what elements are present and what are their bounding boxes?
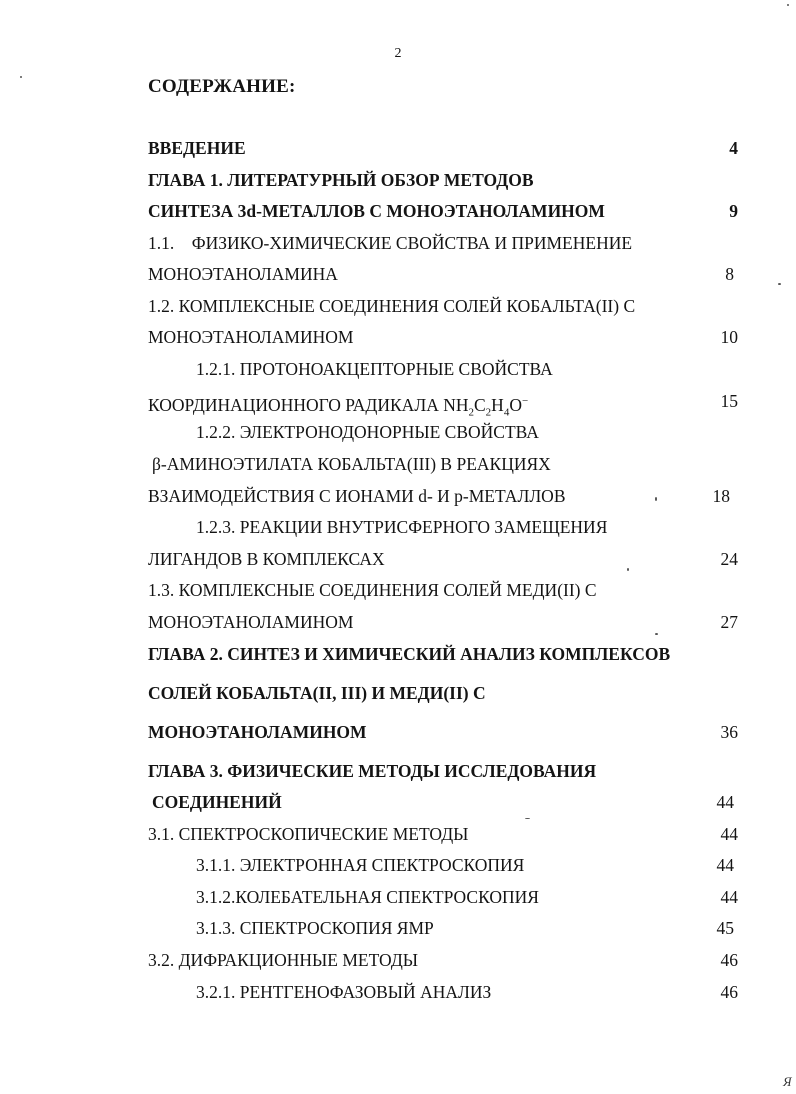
toc-entry-page: 8	[725, 264, 734, 284]
toc-entry-title: β-АМИНОЭТИЛАТА КОБАЛЬТА(III) В РЕАКЦИЯХ	[152, 454, 551, 474]
corner-mark: Я	[783, 1074, 792, 1089]
toc-entry-1-2-1-cont	[148, 389, 738, 419]
toc-entry-1-3	[148, 578, 738, 602]
toc-entry-3-1-1	[148, 853, 738, 877]
toc-entry-3-1-2	[148, 885, 738, 909]
toc-entry-1-3-cont	[148, 610, 738, 634]
page-number: 2	[394, 46, 402, 61]
toc-entry-title: 1.2.3. РЕАКЦИИ ВНУТРИСФЕРНОГО ЗАМЕЩЕНИЯ	[196, 517, 608, 537]
toc-entry-page: 45	[716, 918, 734, 938]
scan-speck	[525, 818, 530, 819]
toc-entry-page: 15	[720, 391, 738, 411]
toc-entry-title: СОЕДИНЕНИЙ	[152, 792, 282, 812]
toc-entry-title: СОЛЕЙ КОБАЛЬТА(II, III) И МЕДИ(II) С	[148, 683, 486, 703]
toc-entry-page: 44	[720, 824, 738, 844]
toc-entry-1-1	[148, 231, 738, 255]
toc-entry-title: 1.2.1. ПРОТОНОАКЦЕПТОРНЫЕ СВОЙСТВА	[196, 359, 553, 379]
toc-heading: СОДЕРЖАНИЕ:	[148, 76, 296, 97]
scan-speck	[627, 568, 629, 571]
toc-entry-page: 10	[720, 327, 738, 347]
toc-entry-1-2-2	[148, 420, 738, 444]
toc-entry-page: 46	[720, 982, 738, 1002]
scan-speck	[655, 497, 657, 501]
toc-entry-title: ВВЕДЕНИЕ	[148, 138, 246, 158]
toc-entry-title: 3.1.1. ЭЛЕКТРОННАЯ СПЕКТРОСКОПИЯ	[196, 855, 525, 875]
toc-entry-title: МОНОЭТАНОЛАМИНОМ	[148, 327, 354, 347]
toc-entry-title: ГЛАВА 1. ЛИТЕРАТУРНЫЙ ОБЗОР МЕТОДОВ	[148, 170, 534, 190]
toc-entry-title: ГЛАВА 3. ФИЗИЧЕСКИЕ МЕТОДЫ ИССЛЕДОВАНИЯ	[148, 761, 597, 781]
toc-entry-3-2	[148, 948, 738, 972]
toc-entry-title: 1.3. КОМПЛЕКСНЫЕ СОЕДИНЕНИЯ СОЛЕЙ МЕДИ(II) С	[148, 580, 597, 600]
toc-entry-1-2-3-cont	[148, 547, 738, 571]
toc-entry-chapter-1	[148, 168, 738, 192]
toc-entry-page: 4	[729, 138, 738, 158]
toc-entry-1-2-1	[148, 357, 738, 381]
toc-entry-title: ВЗАИМОДЕЙСТВИЯ С ИОНАМИ d- И p-МЕТАЛЛОВ	[148, 486, 566, 506]
scan-speck	[655, 633, 658, 635]
toc-entry-title: 1.1. ФИЗИКО-ХИМИЧЕСКИЕ СВОЙСТВА И ПРИМЕНЕНИЕ	[148, 233, 633, 253]
toc-entry-title: ГЛАВА 2. СИНТЕЗ И ХИМИЧЕСКИЙ АНАЛИЗ КОМПЛЕКСОВ	[148, 644, 671, 664]
scan-speck	[778, 283, 781, 285]
toc-entry-title: 3.1. СПЕКТРОСКОПИЧЕСКИЕ МЕТОДЫ	[148, 824, 469, 844]
toc-entry-title: КООРДИНАЦИОННОГО РАДИКАЛА $NH_2C_2H_4O^-$	[148, 394, 529, 419]
toc-entry-title: 3.1.3. СПЕКТРОСКОПИЯ ЯМР	[196, 918, 434, 938]
toc-entry-title: СИНТЕЗА 3d-МЕТАЛЛОВ С МОНОЭТАНОЛАМИНОМ	[148, 201, 605, 221]
toc-entry-chapter-3-cont	[148, 790, 738, 814]
toc-entry-title: МОНОЭТАНОЛАМИНОМ	[148, 612, 354, 632]
scan-speck	[20, 76, 22, 78]
toc-entry-page: 18	[712, 486, 730, 506]
toc-entry-page: 44	[716, 855, 734, 875]
toc-entry-chapter-2-cont	[148, 681, 738, 705]
toc-entry-1-2	[148, 294, 738, 318]
toc-entry-chapter-2	[148, 642, 738, 666]
toc-entry-title: ЛИГАНДОВ В КОМПЛЕКСАХ	[148, 549, 385, 569]
toc-entry-title: 1.2. КОМПЛЕКСНЫЕ СОЕДИНЕНИЯ СОЛЕЙ КОБАЛЬТА(II) С	[148, 296, 636, 316]
toc-entry-chapter-2-cont-2	[148, 720, 738, 744]
toc-entry-chapter-3	[148, 759, 738, 783]
toc-entry-title: 3.2. ДИФРАКЦИОННЫЕ МЕТОДЫ	[148, 950, 419, 970]
toc-entry-page: 36	[720, 722, 738, 742]
toc-entry-1-1-cont	[148, 262, 738, 286]
toc-entry-3-1	[148, 822, 738, 846]
toc-entry-page: 44	[720, 887, 738, 907]
toc-entry-introduction	[148, 136, 738, 160]
toc-entry-3-2-1	[148, 980, 738, 1004]
toc-entry-page: 46	[720, 950, 738, 970]
toc-entry-title: МОНОЭТАНОЛАМИНОМ	[148, 722, 367, 742]
toc-entry-1-2-2-cont	[148, 452, 738, 476]
toc-entry-1-2-2-cont-2	[148, 484, 738, 508]
scan-speck	[787, 4, 789, 6]
toc-entry-title: 3.1.2.КОЛЕБАТЕЛЬНАЯ СПЕКТРОСКОПИЯ	[196, 887, 539, 907]
toc-entry-page: 44	[716, 792, 734, 812]
toc-entry-1-2-3	[148, 515, 738, 539]
toc-entry-page: 24	[720, 549, 738, 569]
toc-entry-1-2-cont	[148, 325, 738, 349]
toc-entry-title: МОНОЭТАНОЛАМИНА	[148, 264, 338, 284]
toc-entry-title: 3.2.1. РЕНТГЕНОФАЗОВЫЙ АНАЛИЗ	[196, 982, 492, 1002]
toc-entry-3-1-3	[148, 916, 738, 940]
toc-entry-page: 27	[720, 612, 738, 632]
toc-entry-chapter-1-cont	[148, 199, 738, 223]
toc-entry-title: 1.2.2. ЭЛЕКТРОНОДОНОРНЫЕ СВОЙСТВА	[196, 422, 539, 442]
toc-entry-page: 9	[729, 201, 738, 221]
